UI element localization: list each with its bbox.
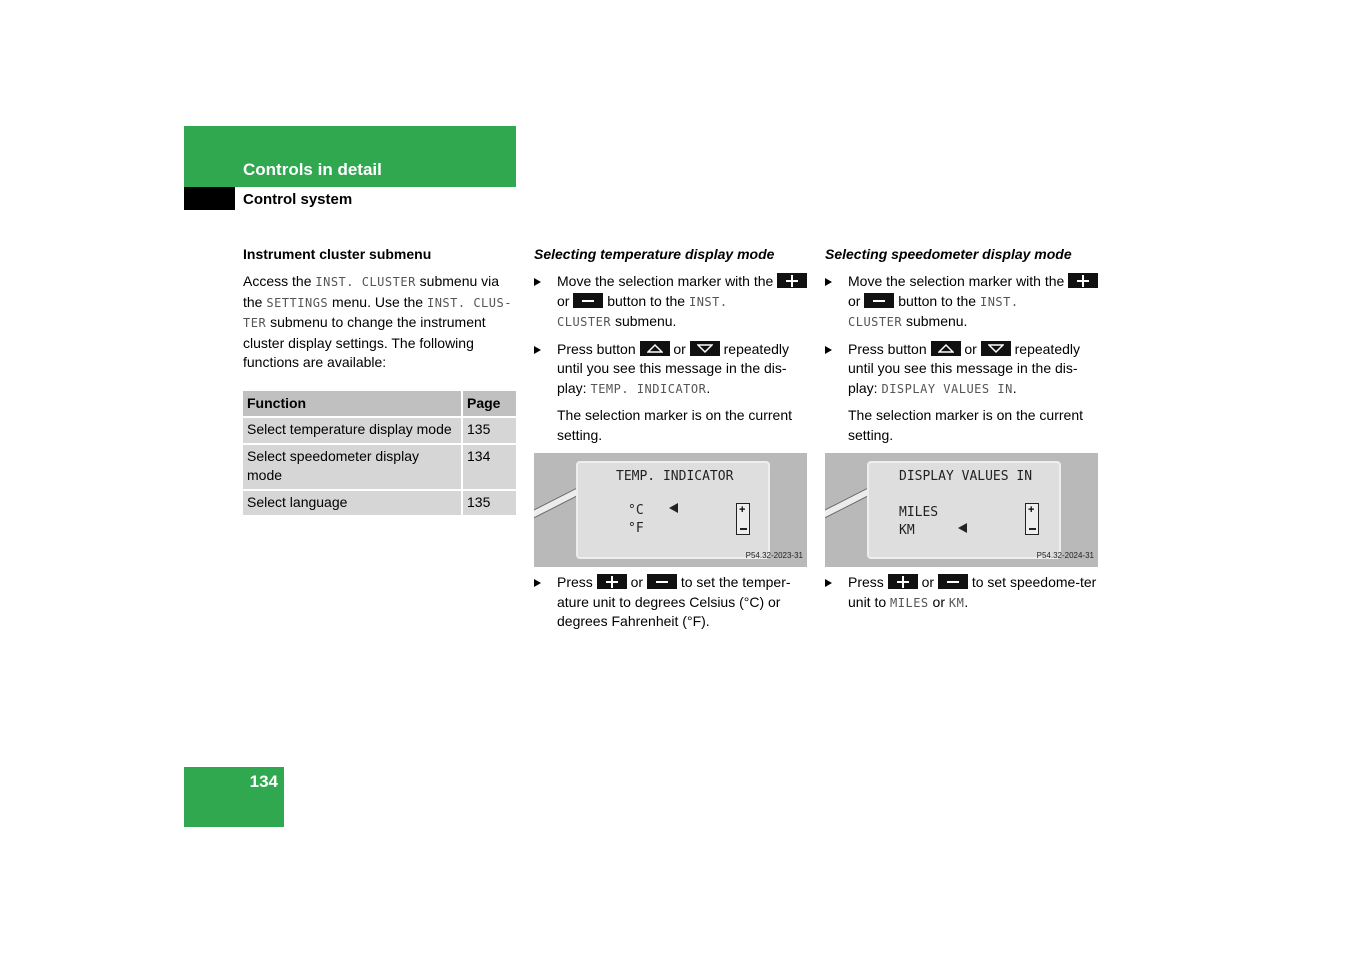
- step-text: or: [848, 292, 861, 309]
- subsection-title: Control system: [243, 191, 353, 208]
- battery-icon: [1025, 503, 1039, 535]
- step-text: button to the: [607, 292, 686, 309]
- step-text: Press button: [557, 340, 636, 357]
- heading-speedometer: Selecting speedometer display mode: [825, 246, 1072, 262]
- plus-key-icon: [777, 273, 807, 288]
- plus-key-icon: [888, 574, 918, 589]
- intro-code-inst-cluster: INST. CLUSTER: [315, 275, 416, 289]
- lcd-option-miles: MILES: [899, 505, 939, 520]
- down-arrow-key-icon: [690, 341, 720, 356]
- step-triangle-icon: [825, 346, 832, 354]
- lcd-screen: [576, 461, 770, 559]
- step-text: to set speedome-ter unit to: [848, 574, 1097, 610]
- step-code: CLUSTER: [848, 315, 903, 329]
- selection-marker-icon: [669, 503, 678, 513]
- table-cell-function: Select temperature display mode: [243, 418, 463, 445]
- selection-marker-icon: [958, 523, 967, 533]
- up-arrow-key-icon: [640, 341, 670, 356]
- minus-key-icon: [864, 293, 894, 308]
- up-arrow-key-icon: [931, 341, 961, 356]
- lcd-screen: [867, 461, 1061, 559]
- column-instrument-cluster: [243, 245, 516, 517]
- table-row: [243, 418, 516, 445]
- step-code: CLUSTER: [557, 315, 612, 329]
- step-triangle-icon: [825, 579, 832, 587]
- step-triangle-icon: [825, 278, 832, 286]
- step-code: KM: [948, 595, 965, 610]
- table-cell-page: 134: [463, 445, 516, 491]
- plus-key-icon: [597, 574, 627, 589]
- section-title: Controls in detail: [243, 160, 382, 179]
- step-triangle-icon: [534, 346, 541, 354]
- step-text: Move the selection marker with the: [848, 273, 1065, 289]
- step-text: or: [630, 574, 644, 590]
- intro-code-ter: TER: [243, 316, 267, 330]
- lcd-title: TEMP. INDICATOR: [616, 469, 734, 484]
- step-triangle-icon: [534, 579, 541, 587]
- intro-text-4: submenu to change the instrument cluster display settings. The following functions are available:: [243, 314, 486, 370]
- table-cell-page: 135: [463, 491, 516, 518]
- table-header-page: Page: [463, 391, 516, 419]
- step-code: DISPLAY VALUES IN: [881, 381, 1013, 396]
- lcd-title: DISPLAY VALUES IN: [899, 469, 1033, 484]
- battery-plus: +: [739, 504, 746, 516]
- step-text: .: [706, 379, 711, 396]
- figure-code: P54.32-2023-31: [745, 550, 803, 560]
- page-number: 134: [249, 772, 278, 791]
- heading-temperature: Selecting temperature display mode: [534, 246, 775, 262]
- step-text: Press: [557, 574, 593, 590]
- lcd-option-km: KM: [899, 523, 915, 538]
- header-black-bar: [184, 187, 235, 210]
- function-table: [243, 391, 516, 518]
- step-text: Press: [848, 574, 884, 590]
- step-code: INST.: [688, 294, 728, 309]
- minus-key-icon: [647, 574, 677, 589]
- intro-code-inst-clus: INST. CLUS-: [426, 295, 512, 310]
- column-speedometer: [825, 245, 1099, 620]
- table-header-function: Function: [243, 391, 463, 419]
- step-text: button to the: [898, 292, 977, 309]
- intro-text-2: submenu via the: [243, 273, 500, 310]
- step-text: repeatedly until you see this message in the dis-play:: [557, 340, 790, 396]
- figure-code: P54.32-2024-31: [1036, 550, 1094, 560]
- intro-text-1: Access the: [243, 273, 316, 289]
- heading-instrument-cluster: Instrument cluster submenu: [243, 246, 432, 262]
- step-text: or: [964, 340, 977, 357]
- step-text: or: [673, 340, 686, 357]
- minus-key-icon: [573, 293, 603, 308]
- step-text: submenu.: [614, 313, 677, 329]
- plus-key-icon: [1068, 273, 1098, 288]
- step-code: INST.: [979, 294, 1019, 309]
- step-move-marker: [825, 272, 1099, 333]
- step-code: TEMP. INDICATOR: [590, 381, 707, 396]
- intro-text-3: menu. Use the: [328, 293, 427, 310]
- step-text: or: [932, 593, 945, 610]
- minus-key-icon: [938, 574, 968, 589]
- step-text: submenu.: [905, 313, 968, 329]
- lcd-illustration-temperature: [534, 453, 807, 567]
- step-press-button: [534, 340, 808, 400]
- step-text: Press button: [848, 340, 927, 357]
- page-number-box: [184, 767, 284, 827]
- battery-icon: [736, 503, 750, 535]
- step-set-unit: [825, 573, 1099, 613]
- step-text: to set the temper-ature unit to degrees Celsius (°C) or degrees Fahrenheit (°F).: [557, 574, 791, 629]
- lcd-option-fahrenheit: °F: [628, 521, 644, 536]
- table-cell-function: Select language: [243, 491, 463, 518]
- step-set-unit: [534, 573, 808, 632]
- step-text: or: [921, 574, 935, 590]
- table-row: [243, 491, 516, 518]
- table-cell-function: Select speedometer display mode: [243, 445, 463, 491]
- table-row: [243, 445, 516, 491]
- battery-plus: +: [1028, 504, 1035, 516]
- step-code: MILES: [890, 595, 929, 610]
- step-text: .: [1012, 379, 1017, 396]
- step-text: Move the selection marker with the: [557, 273, 774, 289]
- intro-paragraph: [243, 272, 516, 373]
- table-header-row: [243, 391, 516, 419]
- lcd-illustration-speedometer: [825, 453, 1098, 567]
- step-text: repeatedly until you see this message in the dis-play:: [848, 340, 1081, 396]
- step-move-marker: [534, 272, 808, 333]
- step-text: .: [964, 593, 969, 610]
- note-selection-marker: The selection marker is on the current setting.: [557, 407, 792, 443]
- table-cell-page: 135: [463, 418, 516, 445]
- note-selection-marker: The selection marker is on the current setting.: [848, 407, 1083, 443]
- lcd-option-celsius: °C: [628, 503, 644, 518]
- down-arrow-key-icon: [981, 341, 1011, 356]
- step-text: or: [557, 292, 570, 309]
- step-press-button: [825, 340, 1099, 400]
- column-temperature: [534, 245, 808, 639]
- step-triangle-icon: [534, 278, 541, 286]
- intro-code-settings: SETTINGS: [266, 295, 329, 310]
